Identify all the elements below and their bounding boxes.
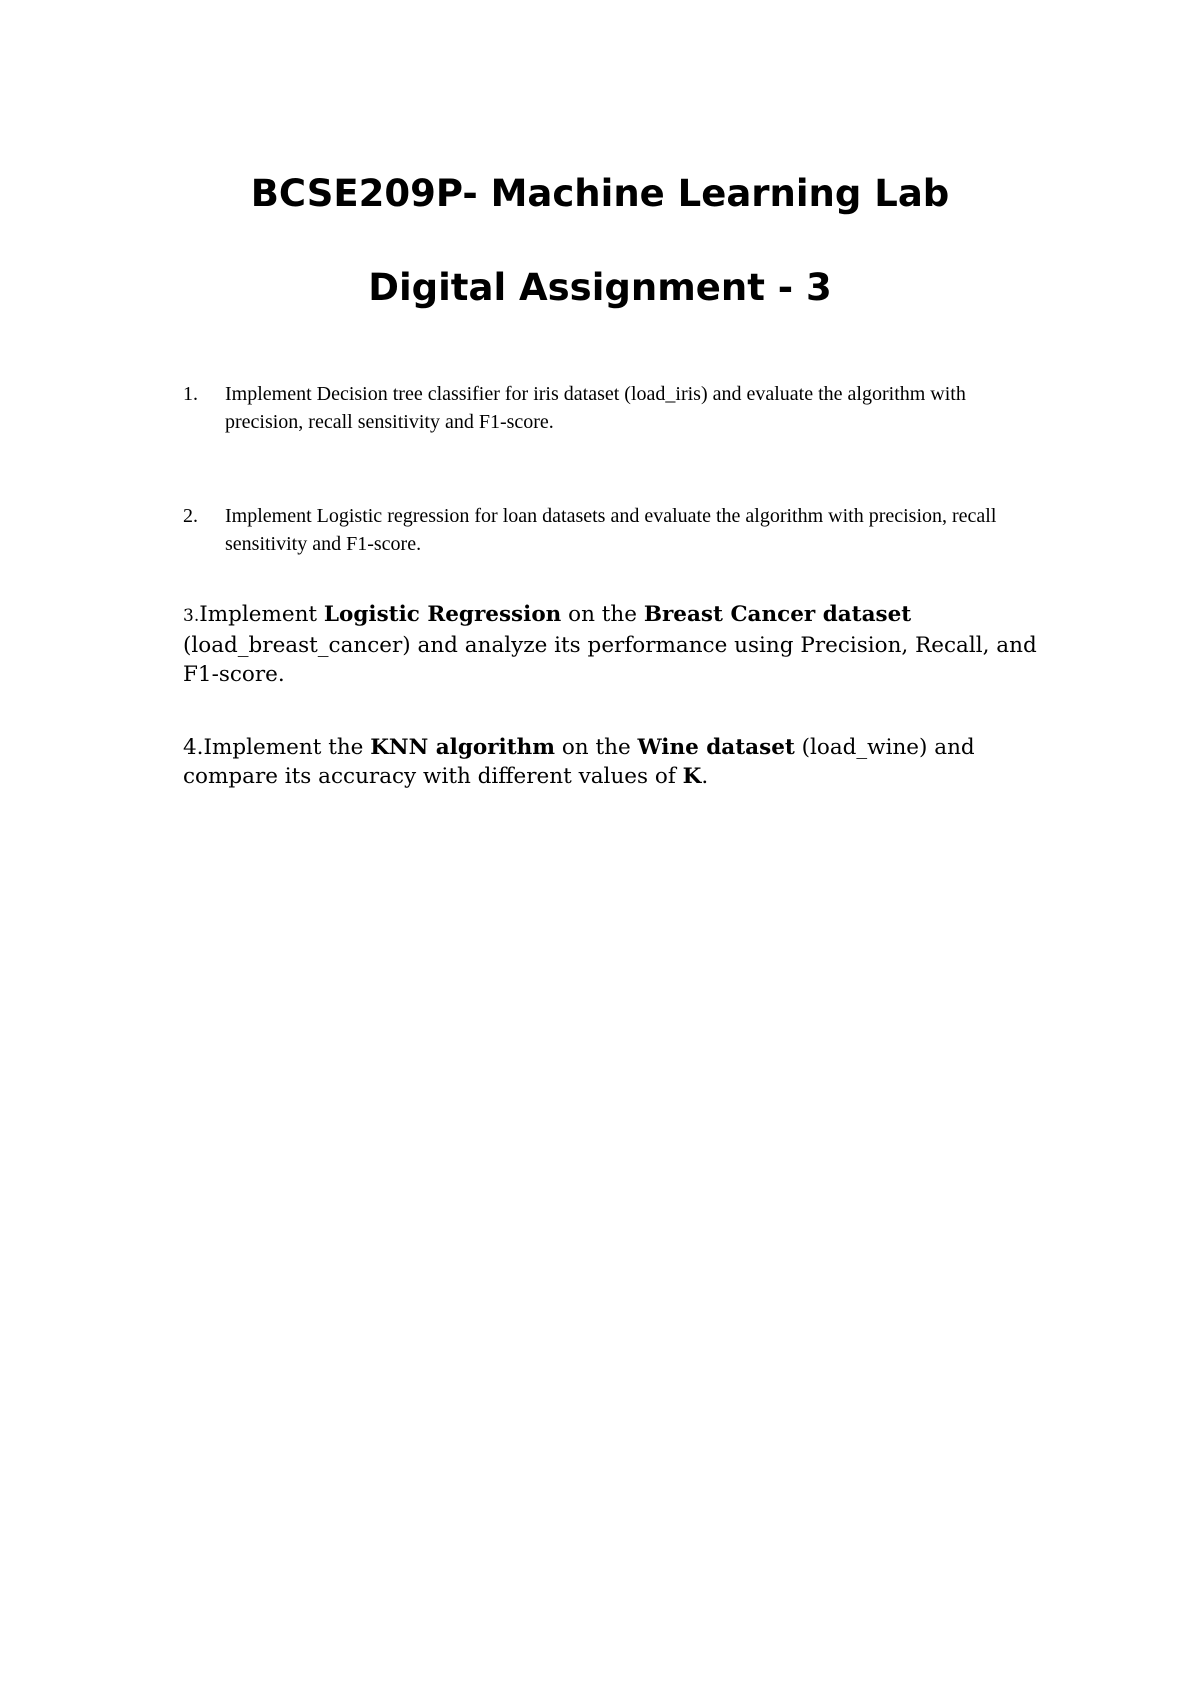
item-text-bold: Breast Cancer dataset — [643, 602, 912, 627]
item-text-part: (load_breast_cancer) and analyze its performance using Precision, Recall, and F1-score. — [183, 633, 1037, 687]
item-text-part: on the — [555, 735, 638, 760]
item-text-bold: K — [682, 764, 702, 789]
item-text: Implement Logistic regression for loan datasets and evaluate the algorithm with precision, recall sensitivity and F1-score. — [225, 505, 997, 555]
item-number: 3. — [183, 606, 200, 626]
item-text-part: (load_wine) and compare its accuracy with different values of — [183, 735, 975, 789]
assignment-item-1 — [183, 380, 1043, 436]
item-text-part: on the — [561, 602, 644, 627]
item-number: 1. — [183, 383, 198, 405]
document-subtitle: Digital Assignment - 3 — [368, 266, 832, 309]
item-number: 2. — [183, 505, 198, 527]
item-text-bold: Logistic Regression — [323, 602, 562, 627]
item-number: 4. — [183, 735, 204, 760]
item-text-part: Implement the — [203, 735, 371, 760]
assignment-item-2 — [183, 502, 1043, 558]
assignment-item-3 — [183, 600, 1063, 689]
assignment-item-4 — [183, 733, 1063, 791]
item-text-bold: Wine dataset — [637, 735, 795, 760]
item-text-bold: KNN algorithm — [370, 735, 556, 760]
item-text-part: . — [701, 764, 709, 789]
document-title: BCSE209P- Machine Learning Lab — [250, 172, 950, 215]
item-text: Implement Decision tree classifier for iris dataset (load_iris) and evaluate the algorithm with precision, recall sensitivity and F1-score. — [225, 383, 966, 433]
item-text-part: Implement — [199, 602, 324, 627]
